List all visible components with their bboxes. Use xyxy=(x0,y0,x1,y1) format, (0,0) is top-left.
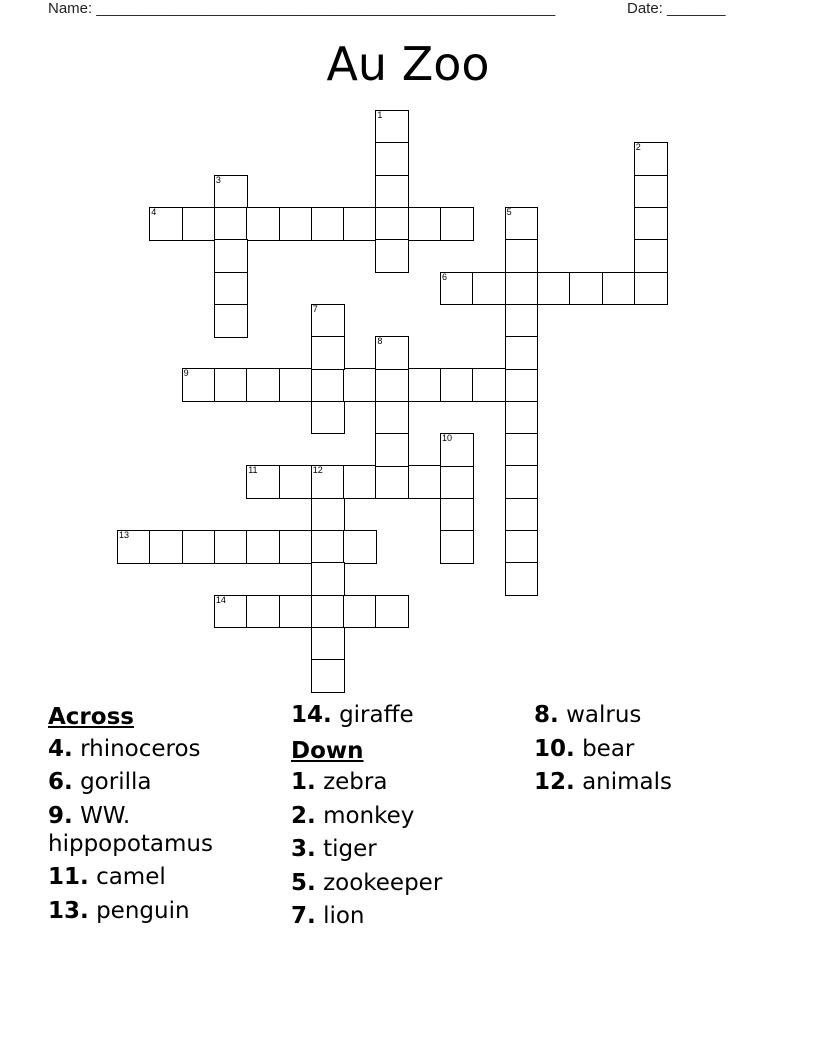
grid-cell[interactable] xyxy=(311,498,345,532)
grid-cell[interactable] xyxy=(279,465,313,499)
grid-cell[interactable] xyxy=(375,465,409,499)
clue-text: monkey xyxy=(323,802,415,829)
grid-cell[interactable] xyxy=(408,465,442,499)
clue-text: zookeeper xyxy=(323,869,443,896)
clue-text: camel xyxy=(96,864,166,890)
grid-cell[interactable] xyxy=(505,401,539,435)
grid-cell[interactable] xyxy=(440,530,474,564)
grid-cell[interactable] xyxy=(505,368,539,402)
clue-down-5 xyxy=(291,869,519,897)
clue-text: lion xyxy=(323,903,365,929)
clue-text: bear xyxy=(582,735,635,762)
grid-cell[interactable] xyxy=(279,207,313,241)
clue-down-2 xyxy=(291,802,519,830)
clue-text: WW. hippopotamus xyxy=(48,802,213,857)
grid-cell[interactable] xyxy=(182,530,216,564)
clue-number: 9. xyxy=(48,802,73,829)
grid-cell[interactable] xyxy=(246,595,280,629)
grid-cell[interactable] xyxy=(375,401,409,435)
grid-cell[interactable] xyxy=(182,368,216,402)
grid-cell[interactable] xyxy=(634,272,668,306)
clue-number: 11. xyxy=(48,864,89,890)
clue-text: giraffe xyxy=(339,702,414,728)
grid-cell[interactable] xyxy=(311,562,345,596)
clue-text: zebra xyxy=(323,769,388,795)
clue-number: 13. xyxy=(48,897,89,924)
grid-cell[interactable] xyxy=(375,368,409,402)
grid-cell[interactable] xyxy=(246,465,280,499)
grid-cell[interactable] xyxy=(246,368,280,402)
clue-across-13 xyxy=(48,897,276,925)
grid-cell[interactable] xyxy=(634,239,668,273)
grid-cell[interactable] xyxy=(505,433,539,467)
clue-text: penguin xyxy=(96,897,190,924)
grid-cell[interactable] xyxy=(311,465,345,499)
grid-cell[interactable] xyxy=(311,207,345,241)
cell-number: 11 xyxy=(248,465,258,476)
clue-number: 14. xyxy=(291,702,332,728)
clue-down-8 xyxy=(534,701,762,729)
clue-number: 4. xyxy=(48,735,73,762)
puzzle-title: Au Zoo xyxy=(326,37,490,91)
grid-cell[interactable] xyxy=(440,272,474,306)
cell-number: 3 xyxy=(215,174,221,185)
grid-cell[interactable] xyxy=(279,530,313,564)
grid-cell[interactable] xyxy=(375,433,409,467)
grid-cell[interactable] xyxy=(440,465,474,499)
clues-column-2 xyxy=(291,701,519,936)
grid-cell[interactable] xyxy=(311,368,345,402)
cell-number: 8 xyxy=(377,336,383,347)
down-heading: Down xyxy=(291,737,364,764)
grid-cell[interactable] xyxy=(246,530,280,564)
grid-cell[interactable] xyxy=(602,272,636,306)
grid-cell[interactable] xyxy=(214,239,248,273)
grid-cell[interactable] xyxy=(311,336,345,370)
grid-cell[interactable] xyxy=(311,659,345,693)
grid-cell[interactable] xyxy=(375,239,409,273)
clue-text: tiger xyxy=(323,836,377,862)
cell-number: 14 xyxy=(215,594,226,605)
clue-text: gorilla xyxy=(80,769,152,795)
grid-cell[interactable] xyxy=(440,498,474,532)
clue-down-7 xyxy=(291,902,519,930)
clue-across-11 xyxy=(48,863,276,891)
grid-cell[interactable] xyxy=(214,304,248,338)
grid-cell[interactable] xyxy=(408,207,442,241)
date-field-label: Date: _______ xyxy=(627,0,726,17)
clue-down-10 xyxy=(534,735,762,763)
grid-cell[interactable] xyxy=(149,207,183,241)
grid-cell[interactable] xyxy=(505,465,539,499)
grid-cell[interactable] xyxy=(375,110,409,144)
cell-number: 4 xyxy=(151,206,157,217)
cell-number: 2 xyxy=(635,142,641,153)
grid-cell[interactable] xyxy=(214,175,248,209)
grid-cell[interactable] xyxy=(408,368,442,402)
grid-cell[interactable] xyxy=(311,304,345,338)
clue-down-3 xyxy=(291,835,519,863)
grid-cell[interactable] xyxy=(311,595,345,629)
grid-cell[interactable] xyxy=(472,368,506,402)
clue-number: 5. xyxy=(291,869,316,896)
grid-cell[interactable] xyxy=(375,595,409,629)
grid-cell[interactable] xyxy=(117,530,151,564)
grid-cell[interactable] xyxy=(343,368,377,402)
clue-number: 3. xyxy=(291,836,316,862)
grid-cell[interactable] xyxy=(149,530,183,564)
grid-cell[interactable] xyxy=(634,207,668,241)
grid-cell[interactable] xyxy=(537,272,571,306)
grid-cell[interactable] xyxy=(505,272,539,306)
clue-across-4 xyxy=(48,735,276,763)
grid-cell[interactable] xyxy=(214,368,248,402)
clue-number: 8. xyxy=(534,702,559,728)
cell-number: 10 xyxy=(442,433,453,443)
grid-cell[interactable] xyxy=(343,595,377,629)
clues-column-1 xyxy=(48,701,276,930)
grid-cell[interactable] xyxy=(440,368,474,402)
grid-cell[interactable] xyxy=(440,433,474,467)
name-field-label: Name: _______________________________________________________ xyxy=(48,0,556,17)
cell-number: 1 xyxy=(377,110,383,120)
grid-cell[interactable] xyxy=(214,272,248,306)
grid-cell[interactable] xyxy=(375,142,409,176)
grid-cell[interactable] xyxy=(505,530,539,564)
clues-column-3 xyxy=(534,701,762,802)
grid-cell[interactable] xyxy=(246,207,280,241)
clue-across-9 xyxy=(48,802,276,858)
grid-cell[interactable] xyxy=(182,207,216,241)
grid-cell[interactable] xyxy=(472,272,506,306)
grid-cell[interactable] xyxy=(311,530,345,564)
grid-cell[interactable] xyxy=(214,595,248,629)
grid-cell[interactable] xyxy=(505,239,539,273)
cell-number: 9 xyxy=(183,368,189,379)
grid-cell[interactable] xyxy=(279,368,313,402)
clue-number: 7. xyxy=(291,903,316,929)
grid-cell[interactable] xyxy=(311,627,345,661)
clue-number: 12. xyxy=(534,769,575,795)
grid-cell[interactable] xyxy=(279,595,313,629)
clue-down-12 xyxy=(534,768,762,796)
clue-number: 1. xyxy=(291,769,316,795)
grid-cell[interactable] xyxy=(505,207,539,241)
grid-cell[interactable] xyxy=(375,175,409,209)
clue-down-1 xyxy=(291,768,519,796)
clue-across-14 xyxy=(291,701,519,729)
cell-number: 12 xyxy=(312,465,323,476)
cell-number: 6 xyxy=(442,271,448,282)
clue-text: animals xyxy=(582,769,672,795)
cell-number: 7 xyxy=(312,303,318,314)
grid-cell[interactable] xyxy=(214,530,248,564)
grid-cell[interactable] xyxy=(505,562,539,596)
grid-cell[interactable] xyxy=(214,207,248,241)
grid-cell[interactable] xyxy=(505,304,539,338)
clue-text: rhinoceros xyxy=(80,735,201,762)
grid-cell[interactable] xyxy=(375,207,409,241)
clue-across-6 xyxy=(48,768,276,796)
cell-number: 13 xyxy=(119,529,130,540)
grid-cell[interactable] xyxy=(311,401,345,435)
cell-number: 5 xyxy=(506,206,512,217)
grid-cell[interactable] xyxy=(634,175,668,209)
clue-number: 2. xyxy=(291,802,316,829)
grid-cell[interactable] xyxy=(375,336,409,370)
clue-number: 6. xyxy=(48,769,73,795)
grid-cell[interactable] xyxy=(343,530,377,564)
grid-cell[interactable] xyxy=(634,142,668,176)
grid-cell[interactable] xyxy=(569,272,603,306)
grid-cell[interactable] xyxy=(505,498,539,532)
grid-cell[interactable] xyxy=(343,465,377,499)
across-heading: Across xyxy=(48,704,134,730)
clue-text: walrus xyxy=(566,702,642,728)
clue-number: 10. xyxy=(534,735,575,762)
grid-cell[interactable] xyxy=(505,336,539,370)
grid-cell[interactable] xyxy=(343,207,377,241)
grid-cell[interactable] xyxy=(440,207,474,241)
